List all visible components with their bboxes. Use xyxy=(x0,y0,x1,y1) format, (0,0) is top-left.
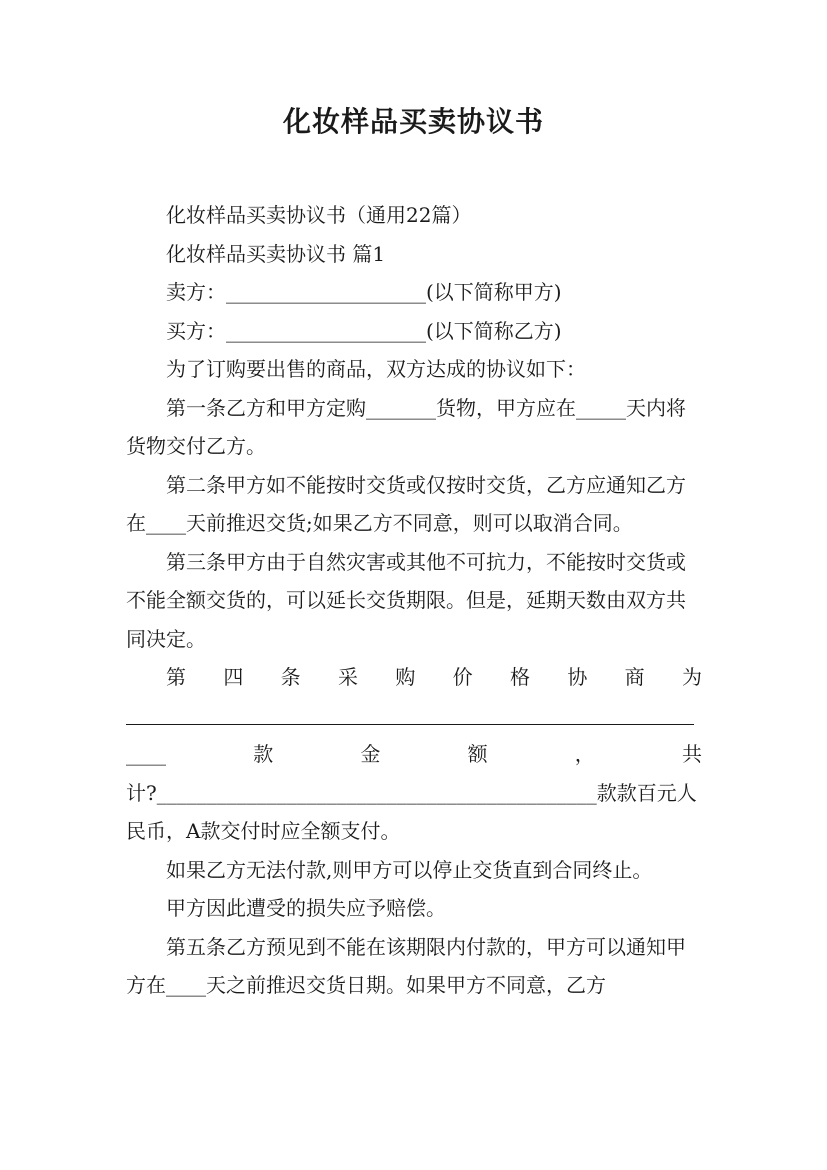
document-body xyxy=(126,196,702,1005)
paragraph-intro: 为了订购要出售的商品，双方达成的协议如下： xyxy=(166,357,586,381)
paragraph-article-4-line-3: 计?____________________________________________款款百元人民币，A款交付时应全额支付。 xyxy=(126,780,697,843)
paragraph-article-2: 第二条甲方如不能按时交货或仅按时交货，乙方应通知乙方在____天前推迟交货;如果乙方不同意，则可以取消合同。 xyxy=(126,472,686,535)
document-title: 化妆样品买卖协议书 xyxy=(282,105,544,138)
paragraph-section-heading: 化妆样品买卖协议书 篇1 xyxy=(166,241,386,266)
paragraph-payment-stop: 如果乙方无法付款,则甲方可以停止交货直到合同终止。 xyxy=(166,857,653,882)
paragraph-seller: 卖方：____________________(以下简称甲方) xyxy=(166,280,562,304)
paragraph-compensation: 甲方因此遭受的损失应予赔偿。 xyxy=(166,896,446,920)
paragraph-article-3: 第三条甲方由于自然灾害或其他不可抗力，不能按时交货或不能全额交货的，可以延长交货期限。但是，延期天数由双方共同决定。 xyxy=(126,549,686,651)
paragraph-article-5: 第五条乙方预见到不能在该期限内付款的，甲方可以通知甲方在____天之前推迟交货日期。如果甲方不同意，乙方 xyxy=(126,934,686,997)
paragraph-article-1: 第一条乙方和甲方定购_______货物，甲方应在_____天内将货物交付乙方。 xyxy=(126,395,686,458)
paragraph-article-4-line-1: 第四条采购价格协商为 xyxy=(166,665,702,689)
paragraph-buyer: 买方：____________________(以下简称乙方) xyxy=(166,318,562,343)
blank-underline xyxy=(126,697,702,736)
paragraph-subtitle: 化妆样品买卖协议书（通用22篇） xyxy=(166,203,472,227)
paragraph-article-4-line-2: ____款金额，共 xyxy=(126,742,702,766)
